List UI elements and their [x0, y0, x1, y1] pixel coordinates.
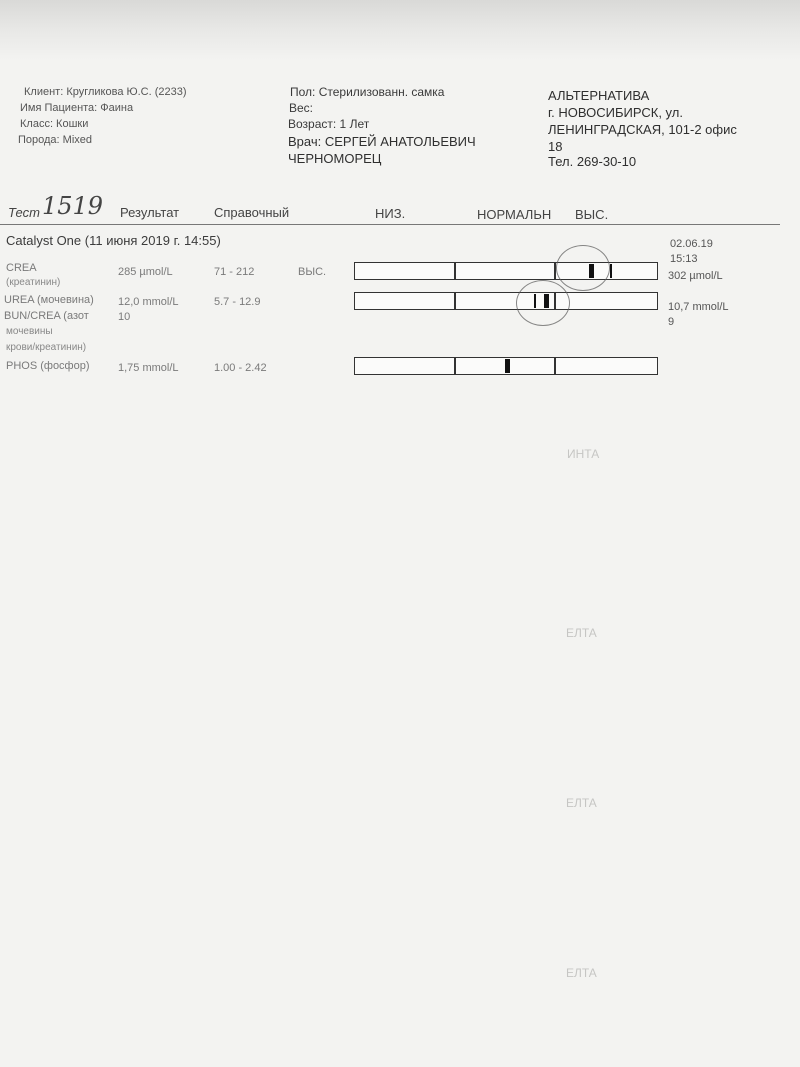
col-high: ВЫС.	[575, 207, 609, 222]
bun-crea-result: 10	[118, 311, 131, 323]
class-line: Класс: Кошки	[20, 118, 89, 130]
col-low: НИЗ.	[375, 206, 406, 221]
col-reference: Справочный	[214, 205, 290, 220]
crea-subname: (креатинин)	[6, 277, 61, 288]
sex-line: Пол: Стерилизованн. самка	[290, 85, 445, 99]
phos-ref: 1.00 - 2.42	[214, 362, 267, 374]
handwritten-number: 1519	[42, 192, 104, 220]
bun-crea-subname: мочевины	[6, 326, 53, 337]
crea-flag: ВЫС.	[298, 266, 327, 278]
crea-result: 285 µmol/L	[118, 266, 173, 278]
clinic-address-2: ЛЕНИНГРАДСКАЯ, 101-2 офис	[548, 122, 737, 137]
previous-date: 02.06.19	[670, 238, 713, 250]
urea-result: 12,0 mmol/L	[118, 296, 179, 308]
crea-ref: 71 - 212	[214, 266, 255, 278]
bun-crea-prev: 9	[668, 316, 675, 328]
show-through-mark: ЕЛТА	[566, 626, 597, 640]
crea-name: CREA	[6, 262, 37, 274]
clinic-address-1: г. НОВОСИБИРСК, ул.	[548, 105, 683, 120]
crea-previous-marker	[610, 264, 612, 278]
doctor-line-1: Врач: СЕРГЕЙ АНАТОЛЬЕВИЧ	[288, 134, 476, 149]
urea-name: UREA (мочевина)	[4, 294, 94, 306]
phos-range-bar	[354, 357, 658, 375]
clinic-address-3: 18	[548, 139, 563, 154]
crea-range-bar	[354, 262, 658, 280]
phos-current-marker	[505, 359, 510, 373]
col-test: Тест	[8, 205, 40, 220]
phos-result: 1,75 mmol/L	[118, 362, 179, 374]
breed-line: Порода: Mixed	[18, 134, 93, 146]
urea-prev: 10,7 mmol/L	[668, 301, 729, 313]
handwritten-circle	[556, 245, 610, 291]
show-through-mark: ЕЛТА	[566, 966, 597, 980]
crea-prev: 302 µmol/L	[668, 270, 723, 282]
paper-shading	[0, 0, 800, 60]
col-normal: НОРМАЛЬН	[477, 207, 552, 222]
age-line: Возраст: 1 Лет	[288, 117, 370, 131]
urea-range-bar	[354, 292, 658, 310]
session-title: Catalyst One (11 июня 2019 г. 14:55)	[6, 233, 221, 248]
previous-time: 15:13	[670, 253, 698, 265]
patient-line: Имя Пациента: Фаина	[20, 102, 134, 114]
show-through-mark: ЕЛТА	[566, 796, 597, 810]
clinic-phone: Тел. 269-30-10	[548, 154, 637, 169]
bun-crea-subname-2: крови/креатинин)	[6, 342, 87, 353]
doctor-line-2: ЧЕРНОМОРЕЦ	[288, 151, 382, 166]
header-divider	[0, 224, 780, 225]
phos-name: PHOS (фосфор)	[6, 360, 90, 372]
handwritten-circle	[516, 280, 570, 326]
col-result: Результат	[120, 205, 180, 220]
show-through-mark: ИНТА	[567, 447, 600, 461]
client-line: Клиент: Кругликова Ю.С. (2233)	[24, 86, 187, 98]
weight-line: Вес:	[289, 101, 314, 115]
bun-crea-name: BUN/CREA (азот	[4, 310, 89, 322]
clinic-name: АЛЬТЕРНАТИВА	[548, 88, 650, 103]
urea-ref: 5.7 - 12.9	[214, 296, 261, 308]
